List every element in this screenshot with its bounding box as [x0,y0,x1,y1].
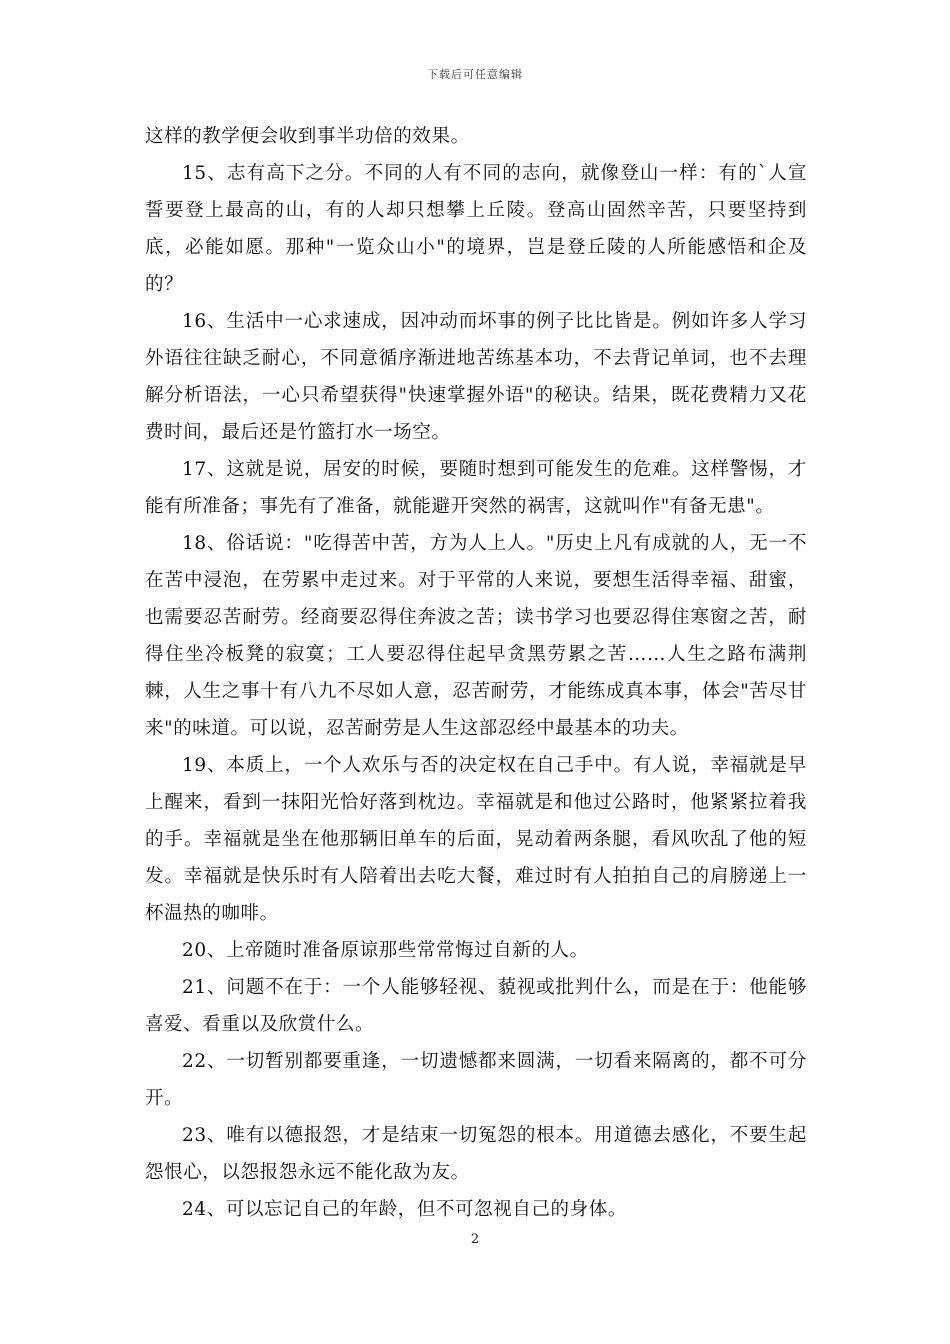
paragraph-22: 22、一切暂别都要重逢，一切遗憾都来圆满，一切看来隔离的，都不可分开。 [145,1051,807,1109]
paragraph-20: 20、上帝随时准备原谅那些常常悔过自新的人。 [182,940,589,961]
page-number: 2 [470,1232,480,1247]
paragraph-19: 19、本质上，一个人欢乐与否的决定权在自己手中。有人说，幸福就是早上醒来，看到一抹阳光恰好落到枕边。幸福就是和他过公路时，他紧紧拉着我的手。幸福就是坐在他那辆旧单车的后面，晃动着两条腿，看风吹乱了他的短发。幸福就是快乐时有人陪着出去吃大餐，难过时有人拍拍自己的肩膀递上一杯温热的咖啡。 [145,755,807,924]
paragraph-24: 24、可以忘记自己的年龄，但不可忽视自己的身体。 [182,1199,627,1220]
paragraph-18: 18、俗话说："吃得苦中苦，方为人上人。"历史上凡有成就的人，无一不在苦中浸泡，在劳累中走过来。对于平常的人来说，要想生活得幸福、甜蜜，也需要忍苦耐劳。经商要忍得住奔波之苦；读书学习也要忍得住寒窗之苦，耐得住坐冷板凳的寂寞；工人要忍得住起早贪黑劳累之苦……人生之路布满荆棘，人生之事十有八九不尽如人意，忍苦耐劳，才能练成真本事，体会"苦尽甘来"的味道。可以说，忍苦耐劳是人生这部忍经中最基本的功夫。 [145,533,807,739]
paragraph-continuation: 这样的教学便会收到事半功倍的效果。 [145,126,470,147]
paragraph-16: 16、生活中一心求速成，因冲动而坏事的例子比比皆是。例如许多人学习外语往往缺乏耐心，不同意循序渐进地苦练基本功，不去背记单词，也不去理解分析语法，一心只希望获得"快速掌握外语"的秘诀。结果，既花费精力又花费时间，最后还是竹篮打水一场空。 [145,311,807,443]
paragraph-17: 17、这就是说，居安的时候，要随时想到可能发生的危难。这样警惕，才能有所准备；事先有了准备，就能避开突然的祸害，这就叫作"有备无患"。 [145,459,807,517]
paragraph-21: 21、问题不在于：一个人能够轻视、藐视或批判什么，而是在于：他能够喜爱、看重以及欣赏什么。 [145,977,807,1035]
paragraph-23: 23、唯有以德报怨，才是结束一切冤怨的根本。用道德去感化，不要生起怨恨心，以怨报怨永远不能化敌为友。 [145,1125,807,1183]
paragraph-15: 15、志有高下之分。不同的人有不同的志向，就像登山一样：有的`人宣誓要登上最高的山，有的人却只想攀上丘陵。登高山固然辛苦，只要坚持到底，必能如愿。那种"一览众山小"的境界，岂是登丘陵的人所能感悟和企及的？ [145,163,807,295]
document-body [145,118,807,1228]
page-header: 下载后可任意编辑 [427,68,523,81]
